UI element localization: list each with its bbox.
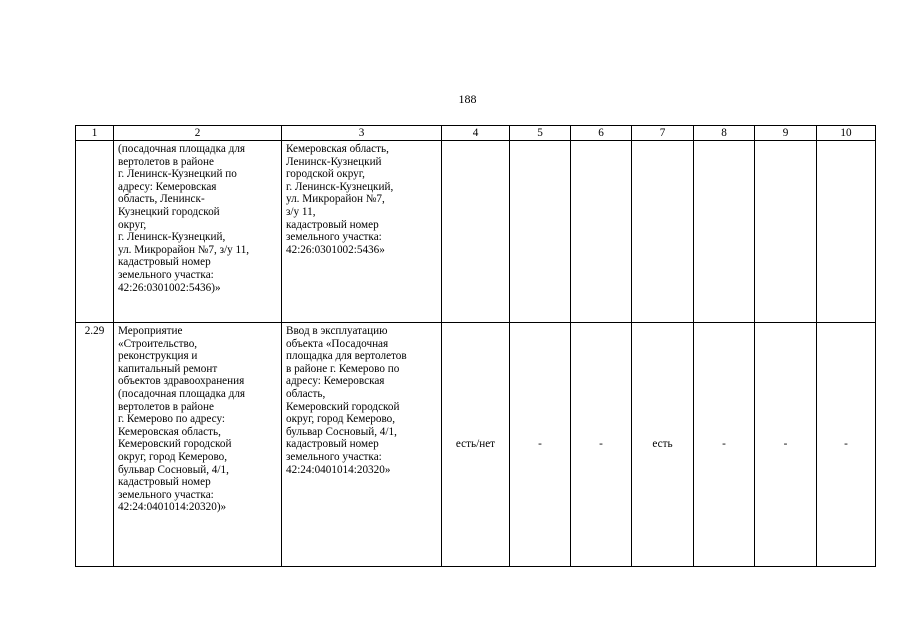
event-description-cell — [114, 323, 282, 567]
result-description-cell — [282, 323, 442, 567]
text-line: капитальный ремонт — [118, 362, 218, 375]
program-table — [75, 125, 876, 567]
text-line: г. Ленинск-Кузнецкий, — [286, 180, 394, 193]
column-number-header-row — [76, 126, 876, 141]
text-line: 42:24:0401014:20320)» — [118, 501, 227, 514]
text-line: кадастровый номер — [118, 476, 211, 489]
text-line: (посадочная площадка для — [118, 143, 246, 155]
empty-cell — [442, 141, 510, 323]
text-line: ул. Микрорайон №7, — [286, 193, 385, 206]
table-row — [76, 323, 876, 567]
text-line: Кемеровская область, — [118, 425, 221, 438]
text-line: Ввод в эксплуатацию — [286, 325, 388, 337]
text-line: объектов здравоохранения — [118, 375, 245, 388]
column-number-header: 9 — [755, 126, 817, 141]
text-line: кадастровый номер — [286, 438, 379, 451]
event-description-cell — [114, 141, 282, 323]
text-line: округ, город Кемерово, — [118, 450, 228, 463]
text-line: адресу: Кемеровская — [118, 180, 217, 193]
line-list — [282, 141, 441, 256]
text-line: земельного участка: — [286, 450, 382, 463]
text-line: округ, — [118, 218, 147, 231]
value-cell: - — [755, 323, 817, 567]
indicator-cell: есть/нет — [442, 323, 510, 567]
column-number-header: 6 — [571, 126, 632, 141]
line-list — [114, 323, 281, 514]
empty-cell — [632, 141, 694, 323]
value-cell: - — [694, 323, 755, 567]
text-line: ул. Микрорайон №7, з/у 11, — [118, 243, 250, 256]
row-number-cell — [76, 141, 114, 323]
text-line: бульвар Сосновый, 4/1, — [286, 425, 397, 438]
line-list — [114, 141, 281, 294]
text-line: бульвар Сосновый, 4/1, — [118, 463, 229, 476]
text-line: земельного участка: — [286, 231, 382, 244]
empty-cell — [694, 141, 755, 323]
text-line: Кемеровская область, — [286, 143, 389, 155]
text-line: (посадочная площадка для — [118, 387, 246, 400]
text-line: «Строительство, — [118, 337, 198, 350]
text-line: з/у 11, — [286, 205, 316, 218]
column-number-header: 5 — [510, 126, 571, 141]
text-line: Мероприятие — [118, 325, 183, 337]
empty-cell — [571, 141, 632, 323]
text-line: вертолетов в районе — [118, 400, 214, 413]
text-line: городской округ, — [286, 168, 365, 181]
empty-cell — [755, 141, 817, 323]
text-line: г. Ленинск-Кузнецкий по — [118, 168, 237, 181]
text-line: Ленинск-Кузнецкий — [286, 155, 382, 168]
text-line: Кемеровский городской — [286, 400, 400, 413]
column-number-header: 8 — [694, 126, 755, 141]
page-number: 188 — [458, 92, 477, 106]
column-number-header: 10 — [817, 126, 876, 141]
value-cell: - — [571, 323, 632, 567]
text-line: 42:24:0401014:20320» — [286, 463, 391, 476]
text-line: г. Кемерово по адресу: — [118, 413, 225, 426]
value-cell: - — [510, 323, 571, 567]
text-line: реконструкция и — [118, 350, 198, 363]
text-line: площадка для вертолетов — [286, 350, 407, 363]
column-number-header: 1 — [76, 126, 114, 141]
text-line: земельного участка: — [118, 488, 214, 501]
text-line: Кузнецкий городской — [118, 205, 220, 218]
column-number-header: 4 — [442, 126, 510, 141]
text-line: кадастровый номер — [286, 218, 379, 231]
text-line: г. Ленинск-Кузнецкий, — [118, 231, 226, 244]
value-cell: - — [817, 323, 876, 567]
text-line: кадастровый номер — [118, 256, 211, 269]
text-line: вертолетов в районе — [118, 155, 214, 168]
text-line: округ, город Кемерово, — [286, 413, 396, 426]
table-row — [76, 141, 876, 323]
empty-cell — [510, 141, 571, 323]
text-line: область, — [286, 387, 326, 400]
row-number-cell — [76, 323, 114, 567]
column-number-header: 3 — [282, 126, 442, 141]
line-list — [282, 323, 441, 476]
text-line: область, Ленинск- — [118, 193, 205, 206]
result-description-cell — [282, 141, 442, 323]
text-line: в районе г. Кемерово по — [286, 362, 400, 375]
empty-cell — [817, 141, 876, 323]
text-line: адресу: Кемеровская — [286, 375, 385, 388]
value-cell: есть — [632, 323, 694, 567]
text-line: земельного участка: — [118, 268, 214, 281]
column-number-header: 7 — [632, 126, 694, 141]
text-line: 42:26:0301002:5436» — [286, 243, 385, 256]
text-line: Кемеровский городской — [118, 438, 232, 451]
text-line: объекта «Посадочная — [286, 337, 389, 350]
column-number-header: 2 — [114, 126, 282, 141]
row-number: 2.29 — [84, 325, 105, 337]
text-line: 42:26:0301002:5436)» — [118, 281, 221, 294]
